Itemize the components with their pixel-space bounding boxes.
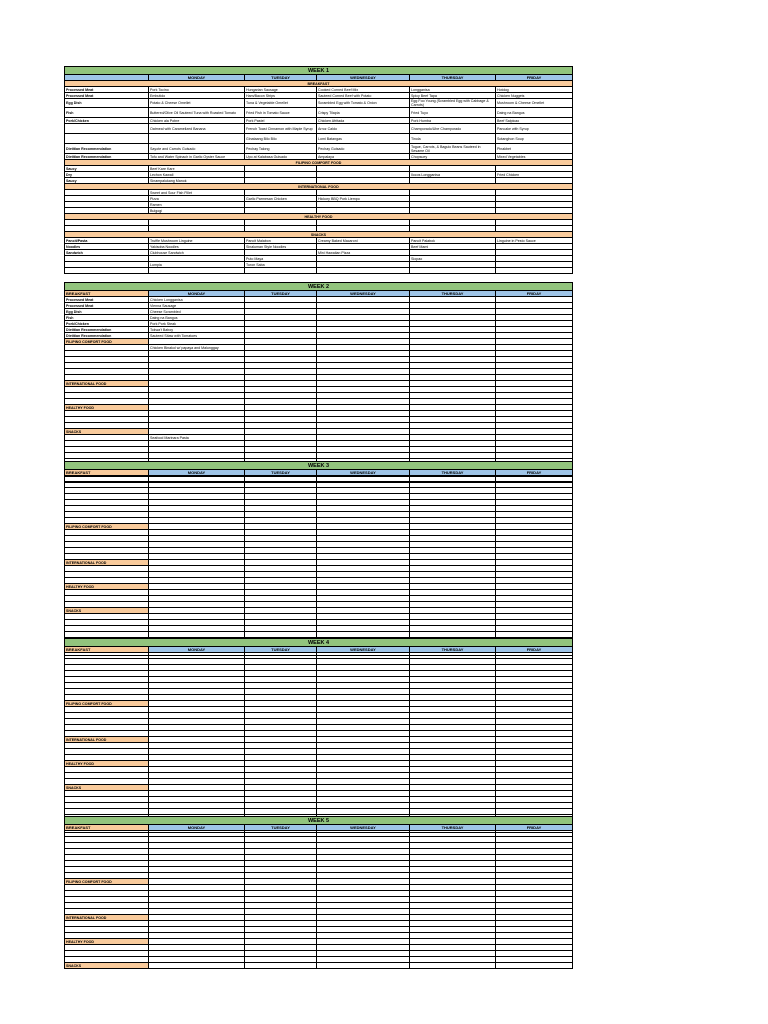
menu-cell: Sinampalukang Manok (149, 178, 245, 184)
menu-cell: Hickory BBQ Pork Liempo (317, 196, 410, 202)
menu-cell: Cooked Corned Beef Mix (317, 87, 410, 93)
section-label: SNACKS (65, 608, 149, 614)
row-label: Processed Meat (65, 297, 149, 303)
empty-cell (317, 963, 410, 969)
menu-cell: Garlic Parmesan Chicken (245, 196, 317, 202)
menu-cell: Chicken Afritada (317, 118, 410, 124)
day-header: FRIDAY (496, 825, 573, 831)
menu-cell: Spicy Beef Tapa (410, 93, 496, 99)
menu-cell: Mushroom & Cheese Omellet (496, 99, 573, 108)
row-label: Processed Meat (65, 87, 149, 93)
day-header: WEDNESDAY (317, 291, 410, 297)
menu-cell: Clubhouse Sandwich (149, 250, 245, 256)
menu-cell: Scrambled Egg with Tomato & Onion (317, 99, 410, 108)
row-label: FILIPINO COMFORT FOOD (65, 339, 149, 345)
section-label: HEALTHY FOOD (65, 584, 149, 590)
day-header: WEDNESDAY (317, 75, 410, 81)
menu-cell: Turon Saba (245, 262, 317, 268)
menu-cell: Yakisoba Noodles (149, 244, 245, 250)
menu-cell: Lechon Kawali (149, 172, 245, 178)
breakfast-label: BREAKFAST (65, 291, 149, 297)
menu-cell: Siopao (410, 256, 496, 262)
menu-cell: Sauteed Corned Beef with Potato (317, 93, 410, 99)
menu-cell: Tinola (410, 134, 496, 144)
section-label: HEALTHY FOOD (65, 939, 149, 945)
week1-title: WEEK 1 (65, 67, 573, 75)
menu-cell: Pork Pastel (245, 118, 317, 124)
row-label: Egg Dish (65, 99, 149, 108)
row-label: Dietitian Recommendation (65, 327, 149, 333)
menu-cell: Champorado/Ube Champorado (410, 124, 496, 134)
row-label: Fish (65, 108, 149, 118)
menu-cell: Pork Pork Steak (149, 321, 245, 327)
row-label: Fish (65, 315, 149, 321)
row-label: Processed Meat (65, 93, 149, 99)
day-header: WEDNESDAY (317, 825, 410, 831)
table-row (65, 99, 573, 108)
week3-body (65, 462, 573, 656)
table-row (65, 963, 573, 969)
menu-cell: Daing na Bangus (149, 315, 245, 321)
menu-cell: Bulgogi (149, 208, 245, 214)
menu-cell: Ampalaya (317, 154, 410, 160)
menu-cell: Fried Fish in Tomato Sauce (245, 108, 317, 118)
breakfast-label: BREAKFAST (65, 825, 149, 831)
row-label: HEALTHY FOOD (65, 405, 149, 411)
day-header: TUESDAY (245, 291, 317, 297)
menu-cell: Chicken Longganisa (149, 297, 245, 303)
empty-cell (317, 268, 410, 274)
empty-cell (245, 268, 317, 274)
week2-table (64, 282, 573, 483)
week5-title-row (65, 817, 573, 825)
menu-cell: Tokwa't Baboy (149, 327, 245, 333)
day-header: TUESDAY (245, 470, 317, 476)
day-header: TUESDAY (245, 825, 317, 831)
menu-cell: Chopsuey (410, 154, 496, 160)
menu-cell: Sayote and Carrots Guisado (149, 144, 245, 154)
menu-cell: Pork Humba (410, 118, 496, 124)
week1-title-row (65, 67, 573, 75)
menu-cell: Puto Maya (245, 256, 317, 262)
section-header: FILIPINO COMFORT FOOD (65, 160, 573, 166)
week5-body (65, 817, 573, 969)
menu-cell: Cheese Scrambled (149, 309, 245, 315)
empty-cell (496, 268, 573, 274)
menu-cell: Ilocos Longganisa (410, 172, 496, 178)
menu-cell: Linguine in Pesto Sauce (496, 238, 573, 244)
row-label: INTERNATIONAL FOOD (65, 381, 149, 387)
empty-cell (245, 963, 317, 969)
row-label: Saucy (65, 166, 149, 172)
row-label: Egg Dish (65, 309, 149, 315)
menu-cell: Daing na Bangus (496, 108, 573, 118)
menu-cell: Sotanghon Soup (496, 134, 573, 144)
breakfast-label: BREAKFAST (65, 647, 149, 653)
day-header: TUESDAY (245, 75, 317, 81)
day-header: FRIDAY (496, 75, 573, 81)
week4-table (64, 638, 573, 833)
row-label: Pancit/Pasta (65, 238, 149, 244)
menu-cell: Tofu and Water Spinach in Garlic Oyster Sauce (149, 154, 245, 160)
row-label: Saucy (65, 178, 149, 184)
menu-cell: Pancit Palabok (410, 238, 496, 244)
menu-cell: Crispy Tilapia (317, 108, 410, 118)
week3-title: WEEK 3 (65, 462, 573, 470)
menu-cell: Pancake with Syrup (496, 124, 573, 134)
day-header: WEDNESDAY (317, 470, 410, 476)
menu-cell: French Toast Cinnamon with Maple Syrup (245, 124, 317, 134)
week1-body (65, 67, 573, 274)
row-label (65, 124, 149, 134)
row-label: Dietitian Recommendation (65, 144, 149, 154)
section-header: BREAKFAST (65, 81, 573, 87)
day-header: THURSDAY (410, 825, 496, 831)
menu-cell: Lomi Batangas (317, 134, 410, 144)
day-header: THURSDAY (410, 291, 496, 297)
row-label: Dietitian Recommendation (65, 154, 149, 160)
day-header: FRIDAY (496, 291, 573, 297)
table-row (65, 144, 573, 154)
section-label: INTERNATIONAL FOOD (65, 737, 149, 743)
menu-cell: Ginataang Bilo Bilo (245, 134, 317, 144)
empty-cell (65, 268, 149, 274)
day-header: FRIDAY (496, 647, 573, 653)
menu-cell: Upo at Kalabasa Guisado (245, 154, 317, 160)
menu-cell: Embutido (149, 93, 245, 99)
menu-cell: Arroz Caldo (317, 124, 410, 134)
menu-cell: Seafood Marinara Pasta (149, 435, 245, 441)
menu-cell: Chicken Nuggets (496, 93, 573, 99)
empty-cell (410, 268, 496, 274)
day-header: MONDAY (149, 825, 245, 831)
menu-cell: Beef Mami (410, 244, 496, 250)
section-label: FILIPINO COMFORT FOOD (65, 524, 149, 530)
empty-cell (496, 963, 573, 969)
day-header: WEDNESDAY (317, 647, 410, 653)
day-header: THURSDAY (410, 470, 496, 476)
row-label: Dietitian Recommendation (65, 333, 149, 339)
day-header: MONDAY (149, 291, 245, 297)
week3-table (64, 461, 573, 656)
section-label: SNACKS (65, 785, 149, 791)
menu-cell: Buttered/Olive Oil Sauteed Tuna with Roasted Tomato (149, 108, 245, 118)
menu-cell: Fried Chicken (496, 172, 573, 178)
section-label: INTERNATIONAL FOOD (65, 915, 149, 921)
week2-title: WEEK 2 (65, 283, 573, 291)
table-row (65, 124, 573, 134)
empty-cell (149, 268, 245, 274)
menu-cell: Longganisa (410, 87, 496, 93)
menu-cell: Sweet and Sour Fish Fillet (149, 190, 245, 196)
menu-cell: Oatmeal with Caramelized Banana (149, 124, 245, 134)
menu-cell: Togue, Carrots, & Baguio Beans Sauteed in Sesame Oil (410, 144, 496, 154)
menu-cell: Mixed Vegetables (496, 154, 573, 160)
row-label: SNACKS (65, 429, 149, 435)
table-row (65, 134, 573, 144)
table-row (65, 108, 573, 118)
section-label: FILIPINO COMFORT FOOD (65, 701, 149, 707)
day-header: MONDAY (149, 470, 245, 476)
menu-cell: Ham/Bacon Strips (245, 93, 317, 99)
table-row (65, 268, 573, 274)
day-header: TUESDAY (245, 647, 317, 653)
week4-title: WEEK 4 (65, 639, 573, 647)
section-label: SNACKS (65, 963, 149, 969)
menu-cell: Pechay Guisado (317, 144, 410, 154)
row-label (65, 134, 149, 144)
menu-cell: Hotdog (496, 87, 573, 93)
section-label: HEALTHY FOOD (65, 761, 149, 767)
week4-body (65, 639, 573, 833)
menu-cell: Hungarian Sausage (245, 87, 317, 93)
menu-cell (149, 134, 245, 144)
menu-cell: Chicken ala Pobre (149, 118, 245, 124)
menu-cell: Pechay Talong (245, 144, 317, 154)
menu-cell: Creamy Baked Macaroni (317, 238, 410, 244)
section-label: INTERNATIONAL FOOD (65, 560, 149, 566)
menu-cell: Egg Foo Young (Scrambled Egg with Cabbage & Carrots) (410, 99, 496, 108)
menu-cell: Sauteed Sitaw with Tomatoes (149, 333, 245, 339)
menu-cell: Mini Hawaiian Pizza (317, 250, 410, 256)
section-label: FILIPINO COMFORT FOOD (65, 879, 149, 885)
row-label: Pork/Chicken (65, 118, 149, 124)
week5-title: WEEK 5 (65, 817, 573, 825)
menu-cell: Pancit Malabon (245, 238, 317, 244)
week1-table (64, 66, 573, 274)
menu-cell: Tuna & Vegetable Omellet (245, 99, 317, 108)
section-header: SNACKS (65, 232, 573, 238)
menu-cell: Truffle Mushroom Linguine (149, 238, 245, 244)
day-header: THURSDAY (410, 647, 496, 653)
week5-table (64, 816, 573, 969)
menu-cell: Lumpia (149, 262, 245, 268)
row-label: Noodles (65, 244, 149, 250)
section-header: HEALTHY FOOD (65, 214, 573, 220)
menu-cell: Pizza (149, 196, 245, 202)
menu-cell: Pinakbet (496, 144, 573, 154)
empty-cell (410, 963, 496, 969)
menu-cell: Beef Kare Kare (149, 166, 245, 172)
menu-cell: Chicken Binakol w/ papaya and Malunggay (149, 345, 245, 351)
week3-title-row (65, 462, 573, 470)
empty-cell (149, 963, 245, 969)
day-header: MONDAY (149, 75, 245, 81)
week4-title-row (65, 639, 573, 647)
menu-cell: Vienna Sausage (149, 303, 245, 309)
day-header: MONDAY (149, 647, 245, 653)
week2-title-row (65, 283, 573, 291)
breakfast-label: BREAKFAST (65, 470, 149, 476)
row-label: Dry (65, 172, 149, 178)
row-label: Sandwich (65, 250, 149, 256)
row-label: Pork/Chicken (65, 321, 149, 327)
menu-cell: Potato & Cheese Omellet (149, 99, 245, 108)
section-header: INTERNATIONAL FOOD (65, 184, 573, 190)
day-header: FRIDAY (496, 470, 573, 476)
day-header: THURSDAY (410, 75, 496, 81)
menu-cell: Ramen (149, 202, 245, 208)
menu-cell: Sinaluman Style Noodles (245, 244, 317, 250)
row-label: Processed Meat (65, 303, 149, 309)
menu-cell: Beef Salpicao (496, 118, 573, 124)
week2-body (65, 283, 573, 483)
menu-cell: Pork Tocino (149, 87, 245, 93)
menu-cell: Fried Tuyo (410, 108, 496, 118)
